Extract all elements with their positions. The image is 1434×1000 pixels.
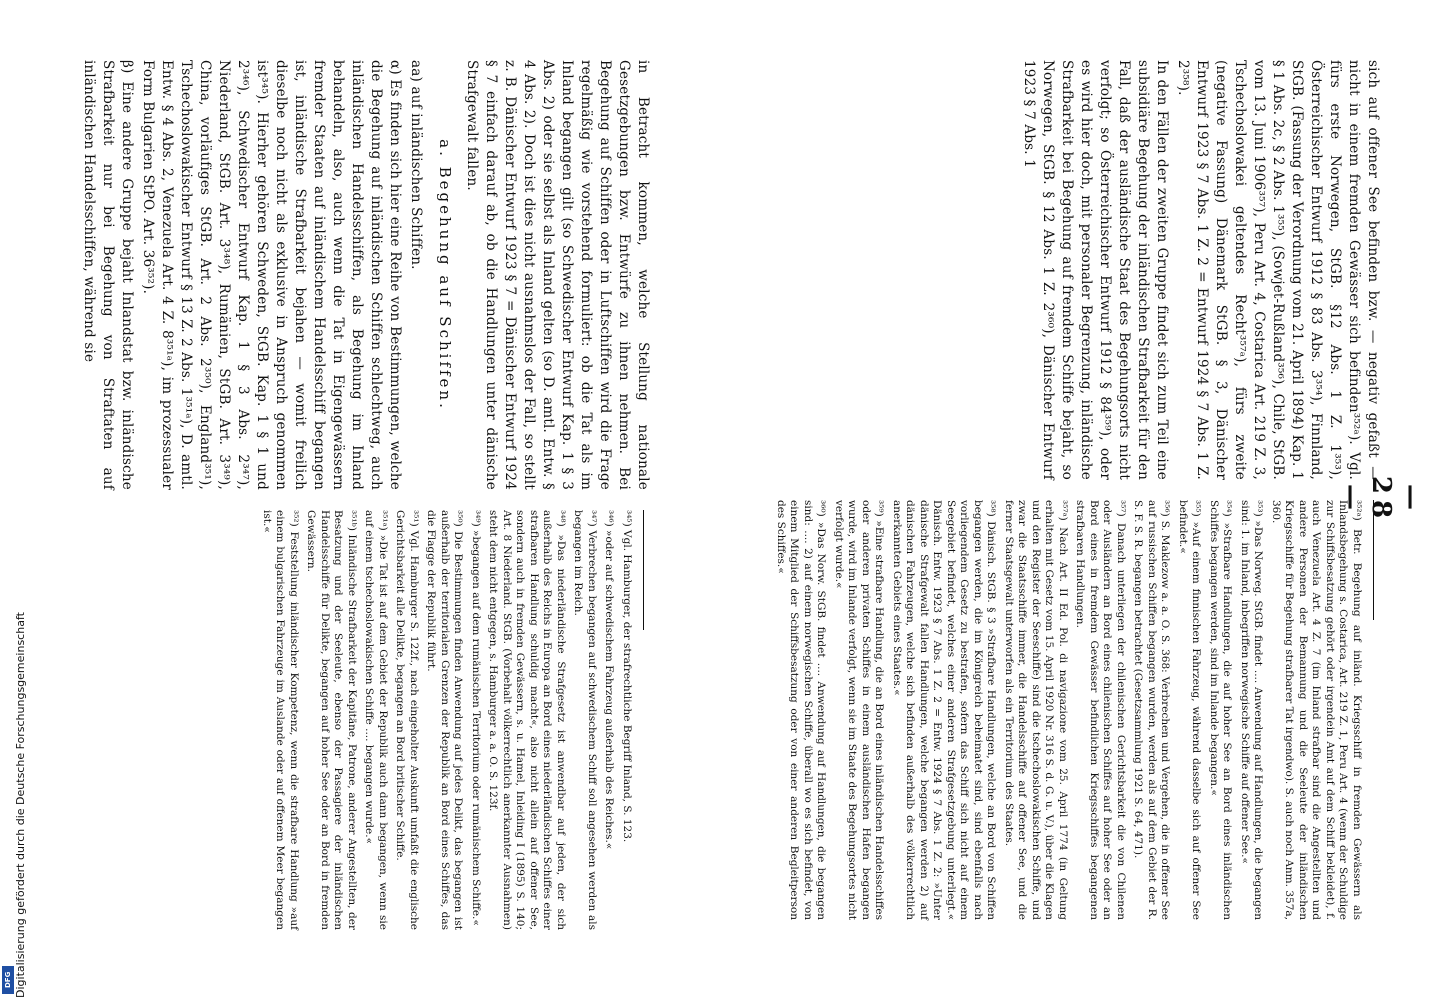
footnote: ³⁵²) Feststellung inländischer Kompetenz, wenn die strafbare Handlung »auf einem bulgarischen Fahrzeuge im Auslande oder auf offenem Meer begangen ist.« xyxy=(261,510,300,930)
digitization-credit: Digitalisierung gefördert durch die Deutsche Forschungsgemeinschaft xyxy=(14,612,27,998)
footnote: ³⁵⁸) Dänisch. StGB. § 3 »Strafbare Handlungen, welche an Bord von Schiffen begangen werden, die im Königreich beheimatet sind, sind ebenfalls nach vorliegendem Gesetz zu bestrafen, sofern das Schiff sich nicht auf einem Seegebiet befindet, welches einer anderen Strafgesetzgebung unterliegt.« Dänisch. Entw. 1923 § 7 Abs. 1 Z. 2 = Entw. 1924 § 7 Abs. 1 Z. 2: »Unter dänische Strafgewalt fallen Handlungen, welche begangen werden 2) auf dänischen Fahrzeugen, welche sich befinden außerhalb des völkerrechtlich anerkannten Gebiets eines Staates.« xyxy=(891,500,998,920)
footnote-rule xyxy=(1373,500,1374,620)
footnote: ³⁴⁵) Vgl. Hamburger, der strafrechtliche Begriff Inland, S. 123. xyxy=(621,510,633,843)
footnote: ³⁵¹ᵇ) Inländische Strafbarkeit der Kapitäne, Patrone, anderer Angestellten, der Besatzung und der Seeleute, ebenso der Passagiere der inländischen Handelsschiffe für Delikte, begangen auf hoher See oder an Bord in fremden Gewässern. xyxy=(305,510,358,930)
page-left xyxy=(0,0,692,1000)
footnote: ³⁵⁹) »Eine strafbare Handlung, die an Bord eines inländischen Handelsschiffes oder anderen privaten Schiffes in einem ausländischen Hafen begangen wurde, wird im Inlande verfolgt, wenn sie im Staate des Begehungsortes nicht verfolgt wurde.« xyxy=(833,500,886,920)
footnote: ³⁵⁴) »Strafbare Handlungen, die auf hoher See an Bord eines inländischen Schiffes begangen werden, sind im Inlande begangen.« xyxy=(1208,500,1234,920)
alpha-paragraph: α) Es finden sich hier eine Reihe von Bestimmungen, welche die Begehung auf inländischen Schiffen schlechtweg, auch inländischen Handelsschiffen, als Begehung im Inland behandeln, also, auch wenn die Tat in Eigengewässern fremder Staaten auf inländischem Handelsschiff begangen ist, inländische Strafbarkeit bejahen — womit freilich dieselbe noch nicht als exklusive in Anspruch genommen ist³⁴⁵). Hierher gehören Schweden, StGB. Kap. 1 § 1 und 2³⁴⁶), Schwedischer Entwurf Kap. 1 § 3 Abs. 2³⁴⁷), Niederland, StGB. Art. 3³⁴⁸), Rumänien, StGB. Art. 3³⁴⁹), China, vorläufiges StGB. Art. 2 Abs. 2³⁵⁰), England³⁵¹), Tschechoslowakischer Entwurf § 13 Z. 2 Abs. 1³⁵¹ᵃ), D. amtl. Entw. § 4 Abs. 2, Venezuela Art. 4 Z. 8³⁵¹ᵃ), im prozessualer Form Bulgarien StPO. Art. 36³⁵²). xyxy=(140,60,403,490)
footnote: ³⁵¹ᵃ) »Die Tat ist auf dem Gebiet der Republik auch dann begangen, wenn sie auf einem tschechoslowakischen Schiffe .... begangen wurde.« xyxy=(363,510,389,930)
footnote: ³⁵⁵) »Auf einem finnischen Fahrzeug, während dasselbe sich auf offener See befindet.« xyxy=(1177,500,1203,920)
footnote: ³⁴⁶) »oder auf schwedischem Fahrzeug außerhalb des Reiches.« xyxy=(603,510,616,850)
subheading: aa) auf inländischen Schiffen. xyxy=(408,60,424,270)
footnote: ³⁵⁶) S. Maklezow a. a. O. S. 368: Verbrechen und Vergehen, die in offener See auf russischen Schiffen begangen wurden, werden als auf dem Gebiet der R. S. F. S. R. begangen betrachtet (Gesetzsammlung 1921 S. 64, 471). xyxy=(1132,500,1172,920)
footnote: ³⁵⁷ᵃ) Nach Art. II Ed. Pol. di navigazione vom 25. April 1774 (in Geltung erhalten mit Gesetz vom 15. April 1920 Nr. 316 S. d. G. u. V.), über die Klagen und den Register der Seeschiffe) sind die tschechoslowakischen Schiffe, und zwar die Staatsschiffe immer, die Handelsschiffe auf offener See, und die ferner Staatsgewalt unterworfen als ein Territorium des Staates. xyxy=(1003,500,1069,920)
footnote: ³⁵³) »Das Norweg. StGB. findet .... Anwendung auf Handlungen, die begangen sind: 1. im Inland, inbegriffen norwegische Schiffe auf offener See.« xyxy=(1239,500,1265,920)
footnote: ³⁵⁷) Danach unterliegen der chilenischen Gerichtsbarkeit die von Chilenen oder Ausländern an Bord eines chilenischen Schiffes auf hoher See oder an Bord eines in fremdem Gewässer befindlichen Kriegsschiffes begangenen strafbaren Handlungen. xyxy=(1074,500,1127,920)
footnote: ³⁴⁹) »begangen auf dem rumänischen Territorium oder rumänischem Schiffe.« xyxy=(470,510,482,926)
right-body-column xyxy=(1017,60,1382,480)
beta-paragraph: β) Eine andere Gruppe bejaht Inlandstat bzw. inländische Strafbarkeit nur bei Begehung von Straftaten auf inländischen Handelsschiffen, während sie xyxy=(81,60,135,490)
left-footnotes xyxy=(256,510,653,930)
right-top-paragraph: sich auf offener See befinden bzw. — negativ gefaßt — nicht in einem fremden Gewässer sich befinden³⁵²ᵃ). Vgl. fürs erste Norwegen, StGB. §12 Abs. 1 Z. 1³⁵³), Österreichischer Entwurf 1912 § 83 Abs. 3³⁵⁴), Finnland, StGB. (Fassung der Verordnung vom 21. April 1894) Kap. 1 § 1 Abs. 2c, § 2 Abs. 1³⁵⁵), (Sowjet-Rußland³⁵⁶), Chile, StGB. vom 13. Juni 1906³⁵⁷), Peru Art. 4, Costarica Art. 219 Z. 3, Tschechoslowakei geltendes Recht³⁵⁷ᵃ), fürs zweite (negative Fassung) Dänemark StGB. § 3, Dänischer Entwurf 1923 § 7 Abs. 1 Z. 2 = Entwurf 1924 § 7 Abs. 1 Z. 2³⁵⁸). xyxy=(1175,60,1381,480)
dfg-logo: DFG xyxy=(2,966,14,994)
footnote: ³⁴⁸) »Das niederländische Strafgesetz ist anwendbar auf jeden, der sich außerhalb des Reichs in Europa an Bord eines niederländischen Schiffes einer strafbaren Handlung schuldig macht«, also nicht allein auf offener See, sondern auch in fremden Gewässern, s. u. Hamel, Inleiding I (1895) S. 140; Art. 8 Niederland. StGB. (Vorbehalt völkerrechtlich anerkannter Ausnahmen) steht dem nicht entgegen, s. Hamburger a. a. O. S. 123f. xyxy=(487,510,567,930)
footnote: ³⁵¹) Vgl. Hamburger S. 122f., nach eingeholter Auskunft umfaßt die englische Gerichtsbarkeit alle Delikte, begangen an Bord britischer Schiffe. xyxy=(394,510,420,930)
footnote: ³⁵²ᵃ) Betr. Begehung auf inländ. Kriegsschiff in fremden Gewässern als Inlandsbegehung s. Costarica, Art. 219 Z. 1, Peru Art. 4 (wenn der Schuldige zur Schiffsbesatzung gehört oder irgendein Amt auf dem Schiff bekleidet), f. auch Venezuela Art. 4 Z. 7 (im Inland strafbar sind die Angestellten und andere Personen der Bemannung und die Seeleute der inländischen Kriegsschiffe für Begehung strafbarer Tat irgendwo). S. auch noch Anm. 357a, 360. xyxy=(1270,500,1363,920)
right-footnotes xyxy=(770,500,1383,920)
section-heading: a. Begehung auf Schiffen. xyxy=(436,139,454,411)
footnote-rule xyxy=(643,510,644,630)
page-number: — 28 — xyxy=(1336,475,1426,525)
right-second-paragraph: In den Fällen der zweiten Gruppe findet sich zum Teil eine subsidiäre Begehung der inländischen Strafbarkeit für den Fall, daß der ausländische Staat des Begehungsorts nicht verfolgt; so Österreichischer Entwurf 1912 § 84³⁵⁹), oder es wird hier doch, mit personaler Begrenzung, inländische Strafbarkeit bei Begehung auf fremdem Schiffe bejaht, so Norwegen, StGB. § 12 Abs. 1 Z. 2³⁶⁰), Dänischer Entwurf 1923 § 7 Abs. 1 xyxy=(1021,60,1170,480)
footnote: ³⁶⁰) »Das Norw. StGB. findet .... Anwendung auf Handlungen, die begangen sind: .... 2) auf einem norwegischen Schiffe, überall wo es sich befindet, von einem Mitglied der Schiffsbesatzung oder von einer anderen Begleitperson des Schiffes.« xyxy=(775,500,828,920)
left-top-paragraph: in Betracht kommen, welche Stellung nationale Gesetzgebungen bzw. Entwürfe zu ihnen nehmen. Bei Begehung auf Schiffen oder in Luftschiffen wird die Frage regelmäßig wie vorstehend formuliert: ob die Tat als im Inland begangen gilt (so Schwedischer Entwurf Kap. 1 § 3 Abs. 2) oder sie selbst als Inland gelten (so D. amtl. Entw. § 4 Abs. 2). Doch ist dies nicht ausnahmslos der Fall, so stellt z. B. Dänischer Entwurf 1923 § 7 = Dänischer Entwurf 1924 § 7 einfach darauf ab, ob die Handlungen unter dänische Strafgewalt fallen. xyxy=(464,60,651,490)
footnote: ³⁵⁰) Die Bestimmungen finden Anwendung auf jedes Delikt, das begangen ist außerhalb der territorialen Grenzen der Republik an Bord eines Schiffes, das die Flagge der Republik führt. xyxy=(425,510,465,930)
page-right xyxy=(724,0,1434,1000)
footnote: ³⁴⁷) Verbrechen begangen auf schwedischem Schiff soll angesehen werden als begangen im Reich. xyxy=(572,510,598,930)
left-body-column xyxy=(77,60,652,490)
